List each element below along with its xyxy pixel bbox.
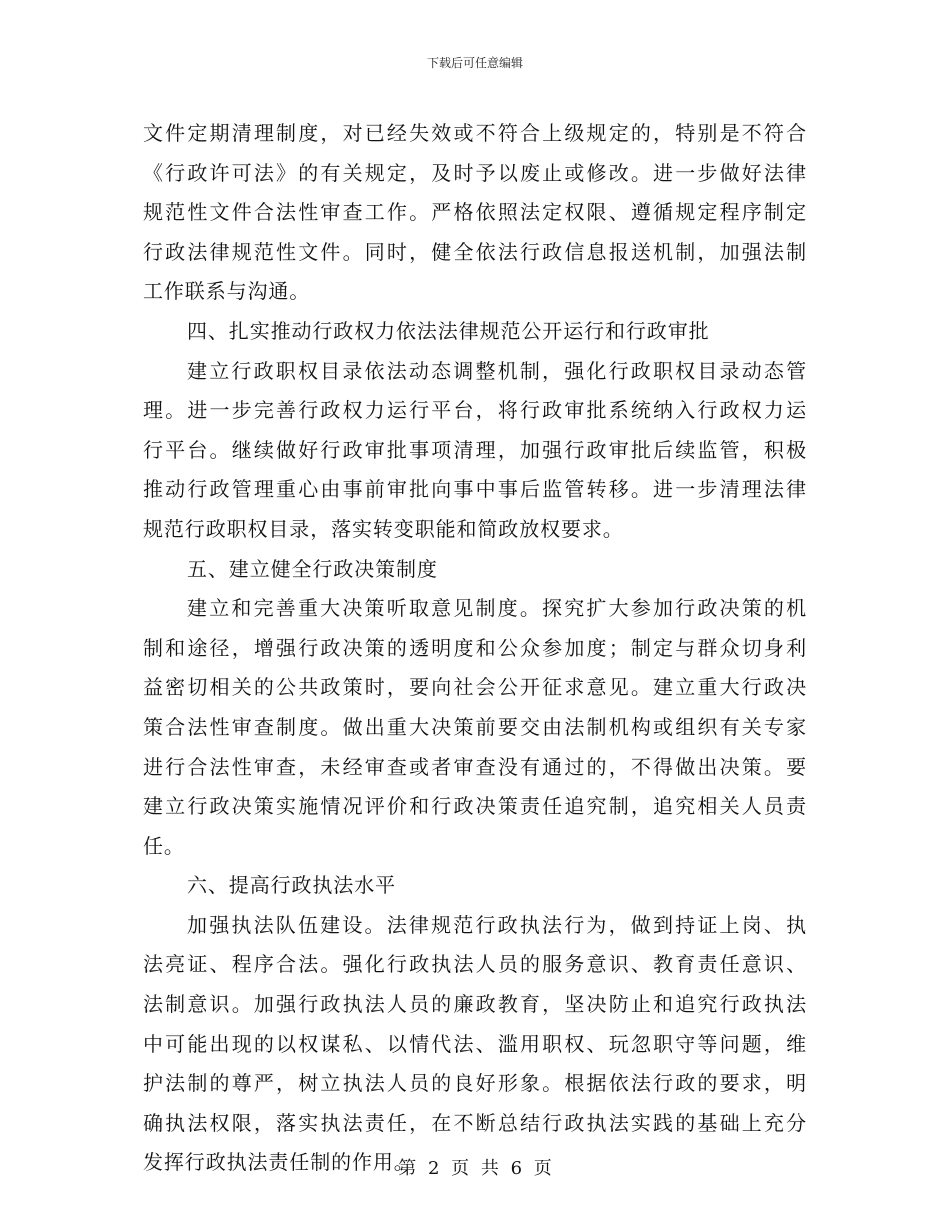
- text-line: 法亮证、程序合法。强化行政执法人员的服务意识、教育责任意识、: [143, 952, 807, 977]
- text-line: 加强执法队伍建设。法律规范行政执法行为，做到持证上岗、执: [187, 912, 807, 937]
- text-line: 行平台。继续做好行政审批事项清理，加强行政审批后续监管，积极: [143, 437, 807, 462]
- text-line: 文件定期清理制度，对已经失效或不符合上级规定的，特别是不符合: [143, 121, 807, 145]
- text-line: 《行政许可法》的有关规定，及时予以废止或修改。进一步做好法律: [143, 160, 807, 185]
- text-line: 护法制的尊严，树立执法人员的良好形象。根据依法行政的要求，明: [143, 1071, 807, 1096]
- text-line: 理。进一步完善行政权力运行平台，将行政审批系统纳入行政权力运: [143, 398, 807, 423]
- text-line: 益密切相关的公共政策时，要向社会公开征求意见。建立重大行政决: [143, 675, 807, 700]
- text-line: 建立行政决策实施情况评价和行政决策责任追究制，追究相关人员责: [143, 794, 807, 819]
- text-line: 任。: [143, 833, 185, 858]
- text-line: 法制意识。加强行政执法人员的廉政教育，坚决防止和追究行政执法: [143, 992, 807, 1017]
- text-line: 建立和完善重大决策听取意见制度。探究扩大参加行政决策的机: [187, 596, 807, 621]
- text-line: 中可能出现的以权谋私、以情代法、滥用职权、玩忽职守等问题，维: [143, 1031, 807, 1056]
- text-line: 工作联系与沟通。: [143, 279, 311, 304]
- text-line: 规范性文件合法性审查工作。严格依照法定权限、遵循规定程序制定: [143, 200, 807, 225]
- page-number: 第 2 页 共 6 页: [398, 1158, 552, 1179]
- text-line: 推动行政管理重心由事前审批向事中事后监管转移。进一步清理法律: [143, 477, 807, 502]
- text-line: 六、提高行政执法水平: [187, 873, 396, 898]
- text-line: 建立行政职权目录依法动态调整机制，强化行政职权目录动态管: [187, 358, 807, 383]
- document-body: [143, 114, 807, 1183]
- text-line: 五、建立健全行政决策制度: [187, 556, 438, 581]
- page-header: 下载后可任意编辑: [426, 56, 523, 70]
- text-line: 发挥行政执法责任制的作用。: [143, 1150, 415, 1175]
- text-line: 四、扎实推动行政权力依法法律规范公开运行和行政审批: [187, 318, 710, 343]
- text-line: 规范行政职权目录，落实转变职能和简政放权要求。: [143, 516, 624, 541]
- text-line: 进行合法性审查，未经审查或者审查没有通过的，不得做出决策。要: [143, 754, 807, 779]
- text-line: 确执法权限，落实执法责任，在不断总结行政执法实践的基础上充分: [143, 1110, 807, 1135]
- text-line: 制和途径，增强行政决策的透明度和公众参加度；制定与群众切身利: [143, 635, 807, 660]
- text-line: 策合法性审查制度。做出重大决策前要交由法制机构或组织有关专家: [143, 714, 807, 739]
- text-line: 行政法律规范性文件。同时，健全依法行政信息报送机制，加强法制: [143, 239, 807, 264]
